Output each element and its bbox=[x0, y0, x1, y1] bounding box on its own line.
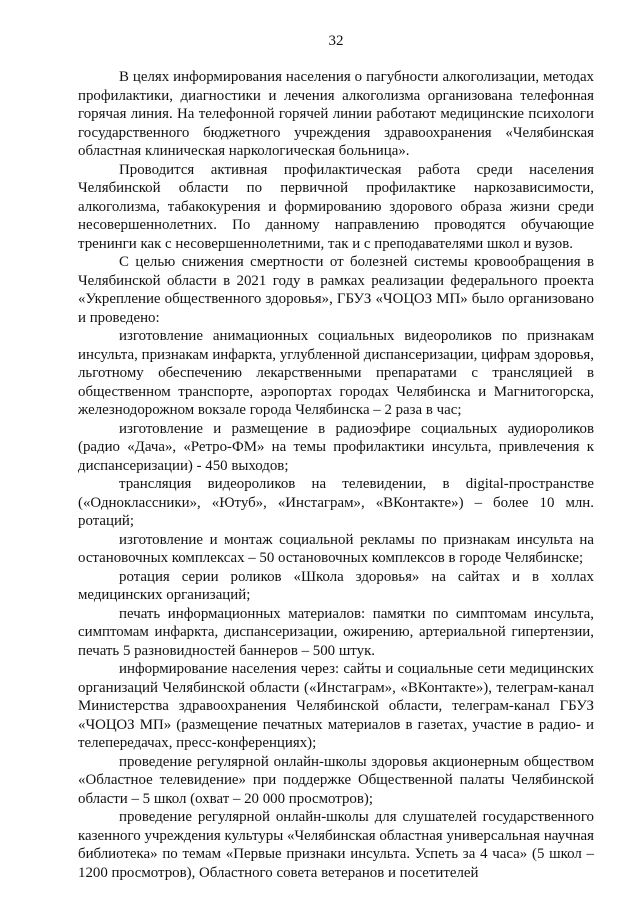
page-number: 32 bbox=[328, 33, 344, 49]
list-item-online-school-tv: проведение регулярной онлайн-школы здоровья акционерным обществом «Областное телевидение» при поддержке Общественной палаты Челябинской области – 5 школ (охват – 20 000 просмотров); bbox=[78, 753, 594, 807]
list-item-bus-stop-ads: изготовление и монтаж социальной рекламы по признакам инсульта на остановочных комплексах – 50 остановочных комплексов в городе Челябинске; bbox=[78, 531, 594, 566]
list-item-animated-videos: изготовление анимационных социальных видеороликов по признакам инсульта, признакам инфаркта, углубленной диспансеризации, цифрам здоровья, льготному обеспечению лекарственными препаратами с трансляцией в общественном транспорте, аэропортах городах Челябинска и Магнитогорска, железнодорожном вокзале города Челябинска – 2 раза в час; bbox=[78, 328, 594, 418]
paragraph-prevention-work: Проводится активная профилактическая работа среди населения Челябинской области по первичной профилактике наркозависимости, алкоголизма, табакокурения и формированию здорового образа жизни среди несовершеннолетних. По данному направлению проводятся обучающие тренинги как с несовершеннолетними, так и с преподавателями школ и вузов. bbox=[78, 161, 594, 252]
paragraph-circulatory-project: С целью снижения смертности от болезней системы кровообращения в Челябинской области в 2021 году в рамках реализации федерального проекта «Укрепление общественного здоровья», ГБУЗ «ЧОЦОЗ МП» было организовано и проведено: bbox=[78, 254, 594, 326]
list-item-public-information: информирование населения через: сайты и социальные сети медицинских организаций Челябинской области («Инстаграм», «ВКонтакте»), телеграм-канал Министерства здравоохранения Челябинской области, телеграм-канал ГБУЗ «ЧОЦОЗ МП» (размещение печатных материалов в газетах, участие в радио- и телепередачах, пресс-конференциях); bbox=[78, 661, 594, 751]
list-item-radio-audio: изготовление и размещение в радиоэфире социальных аудиороликов (радио «Дача», «Ретро-ФМ» на темы профилактики инсульта, привлечения к диспансеризации) - 450 выходов; bbox=[78, 420, 594, 474]
list-item-printed-materials: печать информационных материалов: памятки по симптомам инсульта, симптомам инфаркта, диспансеризации, ожирению, артериальной гипертензии, печать 5 разновидностей баннеров – 500 штук. bbox=[78, 605, 594, 659]
paragraph-hotline: В целях информирования населения о пагубности алкоголизации, методах профилактики, диагностики и лечения алкоголизма организована телефонная горячая линия. На телефонной горячей линии работают медицинские психологи государственного бюджетного учреждения здравоохранения «Челябинская областная клиническая наркологическая больница». bbox=[78, 69, 594, 159]
list-item-health-school-videos: ротация серии роликов «Школа здоровья» на сайтах и в холлах медицинских организаций; bbox=[78, 568, 594, 603]
list-item-online-school-library: проведение регулярной онлайн-школы для слушателей государственного казенного учреждения культуры «Челябинская областная универсальная научная библиотека» по темам «Первые признаки инсульта. Успеть за 4 часа» (5 школ – 1200 просмотров), Областного совета ветеранов и посетителей bbox=[78, 809, 594, 881]
list-item-tv-digital: трансляция видеороликов на телевидении, в digital-пространстве («Одноклассники», «Ютуб», «Инстаграм», «ВКонтакте») – более 10 млн. ротаций; bbox=[78, 476, 594, 529]
